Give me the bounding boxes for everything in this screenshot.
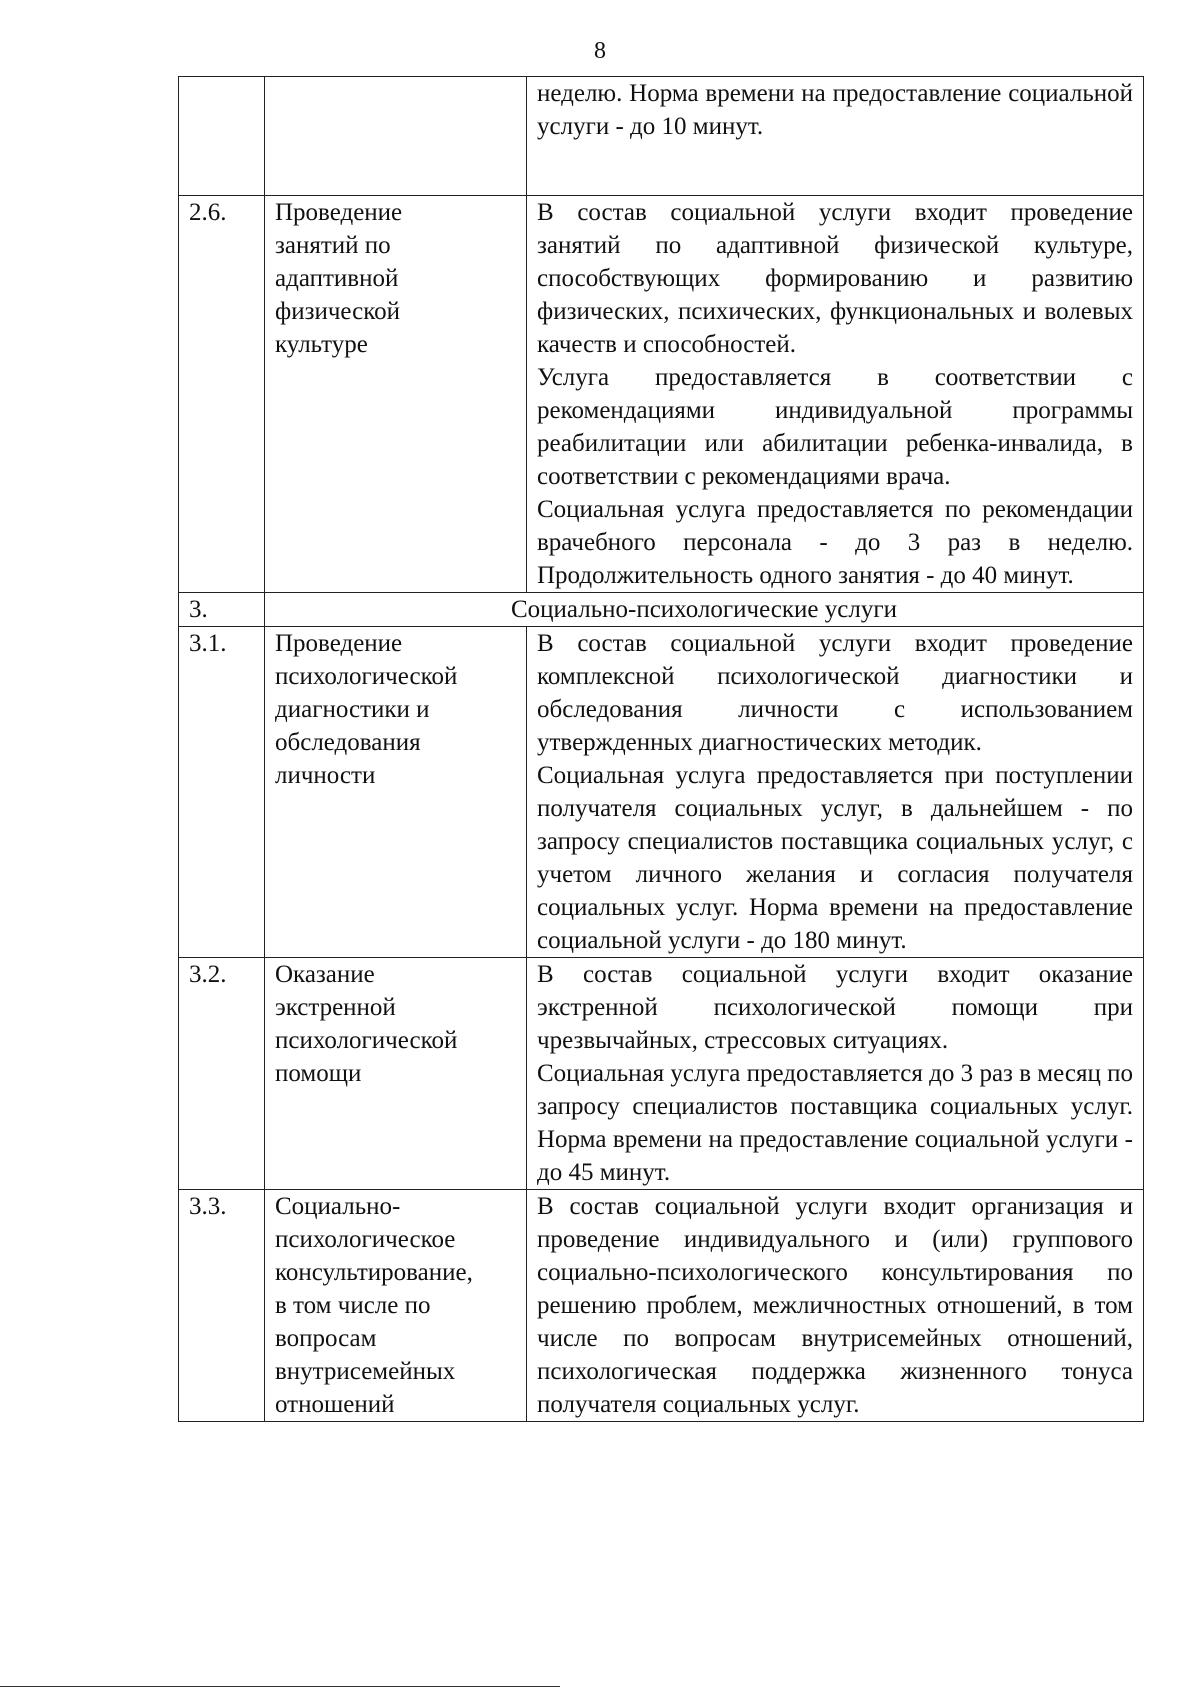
- service-name: Проведение занятий по адаптивной физической культуре: [265, 196, 527, 593]
- service-description: [527, 196, 1144, 593]
- table-row: [179, 196, 1144, 593]
- service-description: [527, 77, 1144, 196]
- description-paragraph: В состав социальной услуги входит проведение занятий по адаптивной физической культуре, способствующих формированию и развитию физических, психических, функциональных и волевых качеств и способностей.: [537, 199, 1133, 358]
- description-paragraph: Социальная услуга предоставляется по рекомендации врачебного персонала - до 3 раз в неделю. Продолжительность одного занятия - до 40 минут.: [537, 496, 1133, 589]
- description-paragraph: Услуга предоставляется в соответствии с рекомендациями индивидуальной программы реабилитации или абилитации ребенка-инвалида, в соответствии с рекомендациями врача.: [537, 364, 1133, 490]
- description-paragraph: Социальная услуга предоставляется до 3 раз в месяц по запросу специалистов поставщика социальных услуг. Норма времени на предоставление социальной услуги - до 45 минут.: [537, 1060, 1133, 1186]
- row-number: 3.2.: [179, 958, 265, 1190]
- section-row: [179, 593, 1144, 627]
- services-table: [178, 76, 1144, 1422]
- row-number: [179, 77, 265, 196]
- service-description: [527, 958, 1144, 1190]
- table-row: [179, 77, 1144, 196]
- table-row: [179, 958, 1144, 1190]
- description-paragraph: неделю. Норма времени на предоставление социальной услуги - до 10 минут.: [537, 80, 1133, 140]
- service-description: [527, 1190, 1144, 1422]
- service-description: [527, 627, 1144, 958]
- section-title: Социально-психологические услуги: [265, 593, 1144, 627]
- table-row: [179, 627, 1144, 958]
- page-number: 8: [594, 38, 606, 64]
- table-row: [179, 1190, 1144, 1422]
- bottom-rule: [0, 1686, 560, 1687]
- service-name: Проведение психологической диагностики и обследования личности: [265, 627, 527, 958]
- row-number: 3.1.: [179, 627, 265, 958]
- row-number: 2.6.: [179, 196, 265, 593]
- service-name: Социально- психологическое консультирование, в том числе по вопросам внутрисемейных отношений: [265, 1190, 527, 1422]
- section-number: 3.: [179, 593, 265, 627]
- description-paragraph: В состав социальной услуги входит проведение комплексной психологической диагностики и обследования личности с использованием утвержденных диагностических методик.: [537, 630, 1133, 756]
- description-paragraph: В состав социальной услуги входит оказание экстренной психологической помощи при чрезвычайных, стрессовых ситуациях.: [537, 961, 1133, 1054]
- row-number: 3.3.: [179, 1190, 265, 1422]
- description-paragraph: Социальная услуга предоставляется при поступлении получателя социальных услуг, в дальнейшем - по запросу специалистов поставщика социальных услуг, с учетом личного желания и согласия получателя социальных услуг. Норма времени на предоставление социальной услуги - до 180 минут.: [537, 762, 1133, 954]
- service-name: Оказание экстренной психологической помощи: [265, 958, 527, 1190]
- description-paragraph: В состав социальной услуги входит организация и проведение индивидуального и (или) группового социально-психологического консультирования по решению проблем, межличностных отношений, в том числе по вопросам внутрисемейных отношений, психологическая поддержка жизненного тонуса получателя социальных услуг.: [537, 1193, 1133, 1418]
- service-name: [265, 77, 527, 196]
